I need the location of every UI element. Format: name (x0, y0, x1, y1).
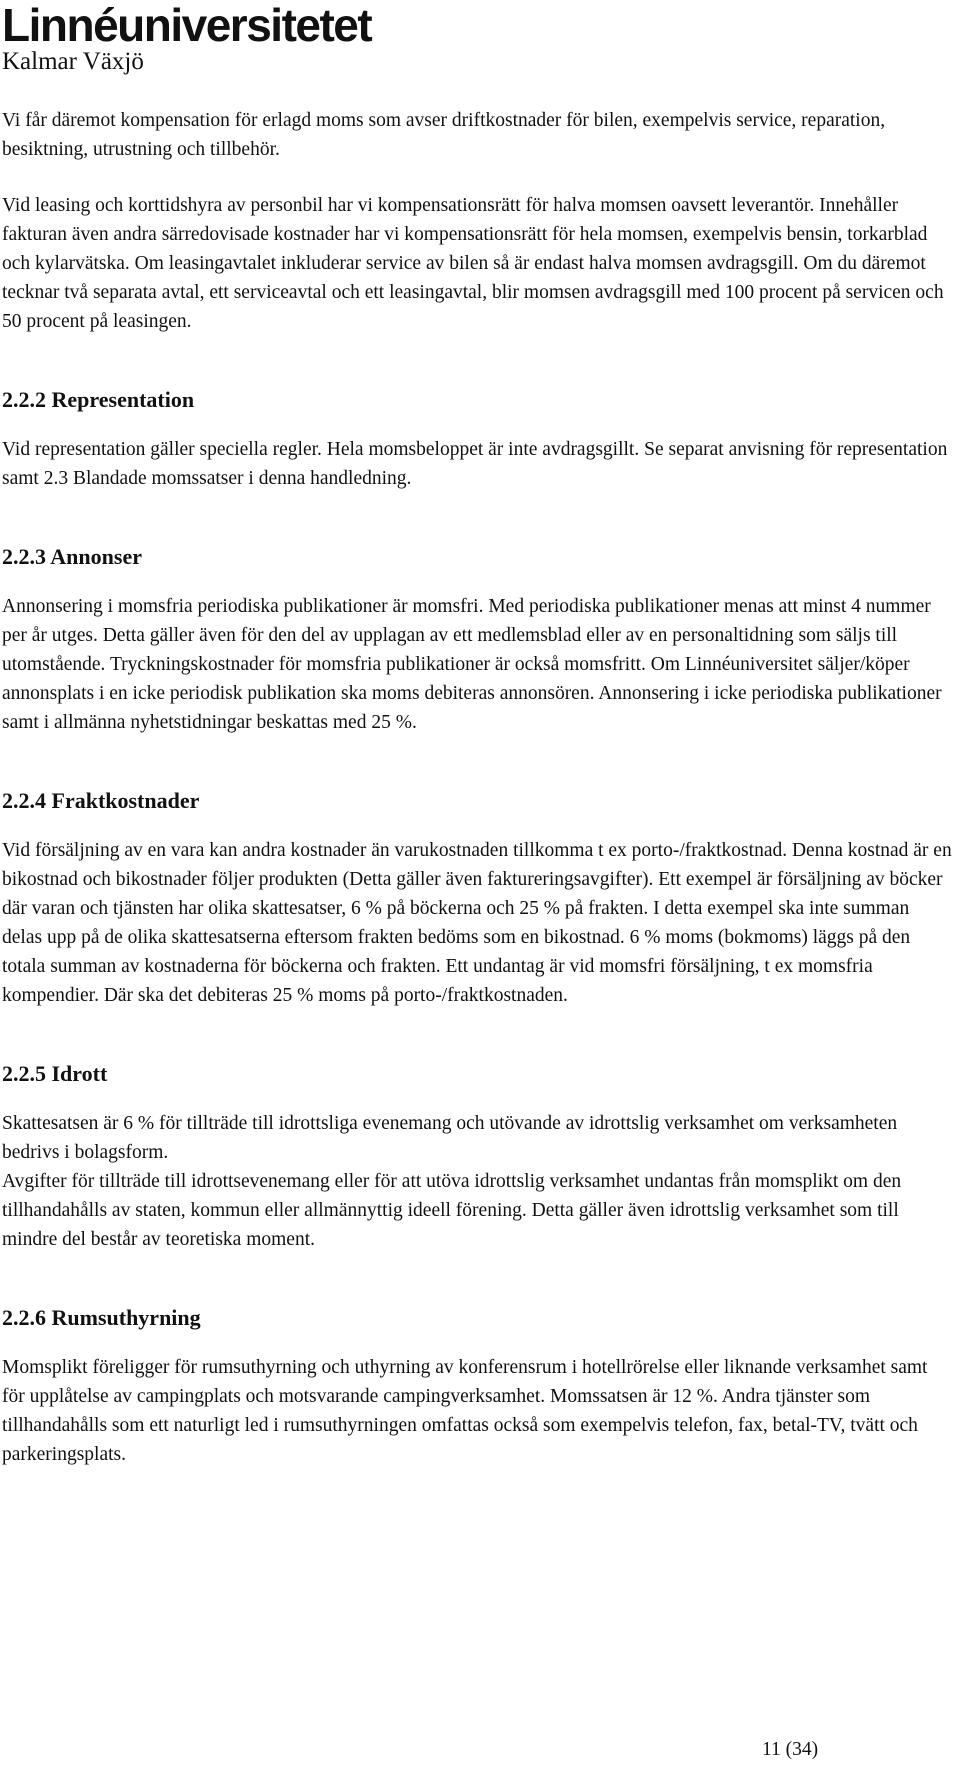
paragraph-fraktkostnader: Vid försäljning av en vara kan andra kostnader än varukostnaden tillkomma t ex porto-/fraktkostnad. Denna kostnad är en bikostnad och bikostnader följer produkten (Detta gäller även faktureringsavgifter). Ett exempel är försäljning av böcker där varan och tjänsten har olika skattesatser, 6 % på böckerna och 25 % på frakten. I detta exempel ska inte summan delas upp på de olika skattesatserna eftersom frakten bedöms som en bikostnad. 6 % moms (bokmoms) läggs på den totala summan av kostnaderna för böckerna och frakten. Ett undantag är vid momsfri försäljning, t ex momsfria kompendier. Där ska det debiteras 25 % moms på porto-/fraktkostnaden. (2, 840, 952, 1006)
university-logo (2, 0, 371, 75)
paragraph-rumsuthyrning: Momsplikt föreligger för rumsuthyrning och uthyrning av konferensrum i hotellrörelse eller liknande verksamhet samt för upplåtelse av campingplats och motsvarande campingverksamhet. Momssatsen är 12 %. Andra tjänster som tillhandahålls som ett naturligt led i rumsuthyrningen omfattas också som exempelvis telefon, fax, betal-TV, tvätt och parkeringsplats. (2, 1357, 928, 1465)
heading-representation: 2.2.2 Representation (2, 387, 195, 412)
heading-fraktkostnader: 2.2.4 Fraktkostnader (2, 788, 200, 813)
logo-subtitle: Kalmar Växjö (2, 48, 144, 75)
paragraph-idrott-1: Skattesatsen är 6 % för tillträde till idrottsliga evenemang och utövande av idrottslig verksamhet om verksamheten bedrivs i bolagsform. (2, 1113, 898, 1163)
paragraph-leasing: Vid leasing och korttidshyra av personbil har vi kompensationsrätt för halva momsen oavsett leverantör. Innehåller fakturan även andra särredovisade kostnader har vi kompensationsrätt för hela momsen, exempelvis bensin, torkarblad och kylarvätska. Om leasingavtalet inkluderar service av bilen så är endast halva momsen avdragsgill. Om du däremot tecknar två separata avtal, ett serviceavtal och ett leasingavtal, blir momsen avdragsgill med 100 procent på servicen och 50 procent på leasingen. (2, 195, 944, 332)
page-number: 11 (34) (762, 1739, 819, 1760)
logo-title: Linnéuniversitetet (2, 0, 372, 51)
paragraph-representation: Vid representation gäller speciella regler. Hela momsbeloppet är inte avdragsgillt. Se separat anvisning för representation samt 2.3 Blandade momssatser i denna handledning. (2, 439, 948, 489)
paragraph-annonser: Annonsering i momsfria periodiska publikationer är momsfri. Med periodiska publikationer menas att minst 4 nummer per år utges. Detta gäller även för den del av upplagan av ett medlemsblad eller av en personaltidning som säljs till utomstående. Tryckningskostnader för momsfria publikationer är också momsfritt. Om Linnéuniversitet säljer/köper annonsplats i en icke periodisk publikation ska moms debiteras annonsören. Annonsering i icke periodiska publikationer samt i allmänna nyhetstidningar beskattas med 25 %. (2, 596, 942, 733)
paragraph-moms-drift: Vi får däremot kompensation för erlagd moms som avser driftkostnader för bilen, exempelvis service, reparation, besiktning, utrustning och tillbehör. (2, 110, 886, 160)
paragraph-idrott-2: Avgifter för tillträde till idrottsevenemang eller för att utöva idrottslig verksamhet undantas från momsplikt om den tillhandahålls av staten, kommun eller allmännyttig ideell förening. Detta gäller även idrottslig verksamhet som till mindre del består av teoretiska moment. (2, 1171, 902, 1250)
heading-idrott: 2.2.5 Idrott (2, 1061, 108, 1086)
heading-annonser: 2.2.3 Annonser (2, 544, 142, 569)
heading-rumsuthyrning: 2.2.6 Rumsuthyrning (2, 1305, 201, 1330)
document-body (2, 106, 952, 1496)
